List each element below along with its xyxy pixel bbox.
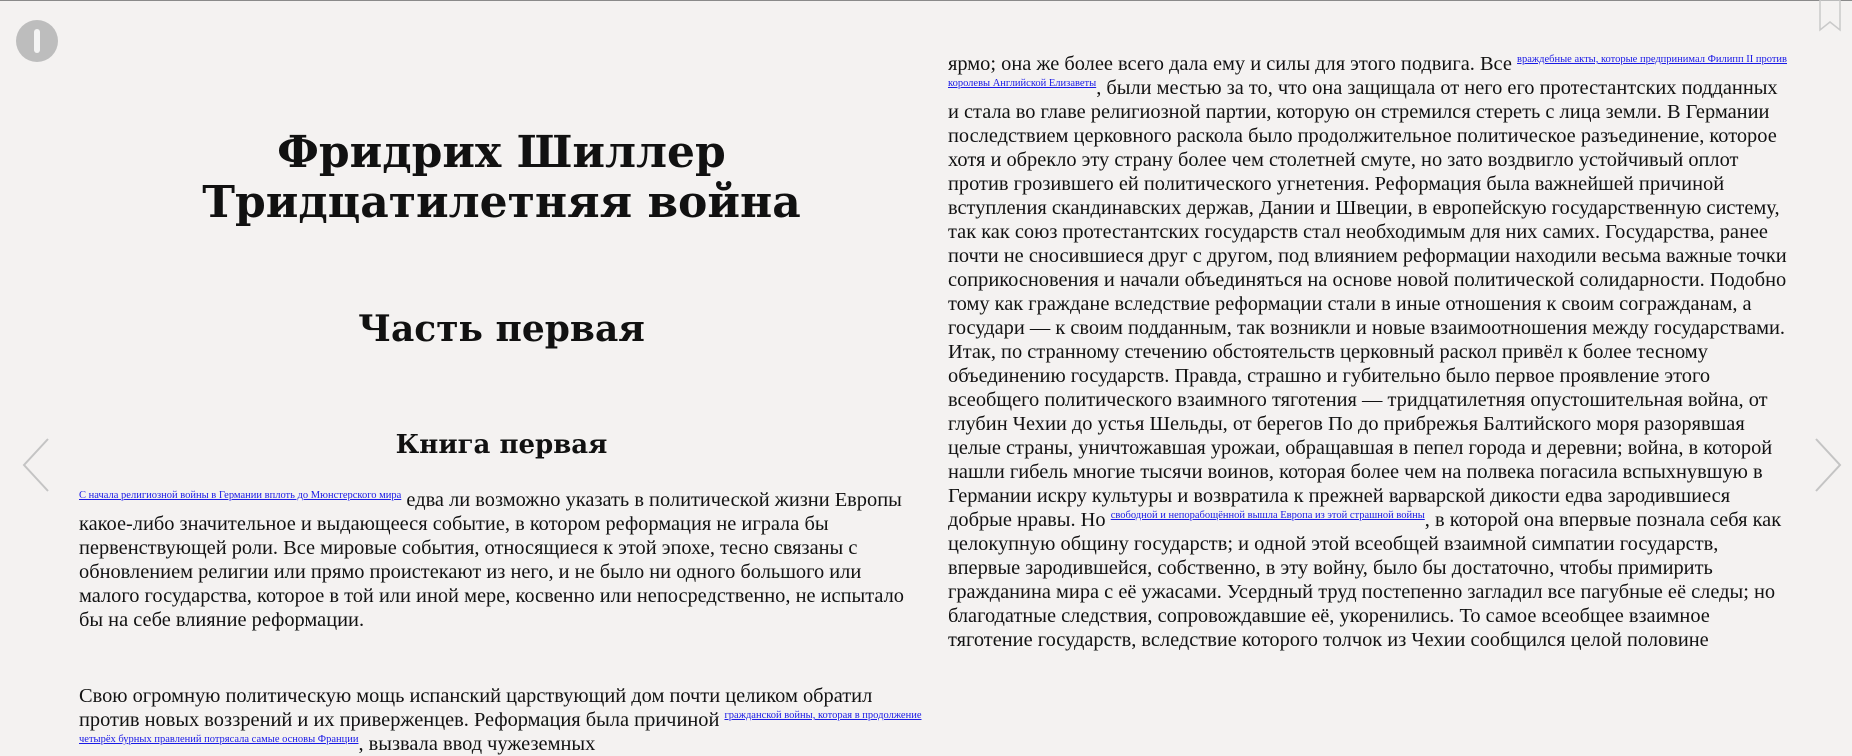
- footnote-link[interactable]: враждебные акты, которые предпринимал Филипп II против королевы Английской Елизаветы: [948, 54, 1787, 90]
- right-page: [948, 0, 1793, 743]
- part-title: Часть первая: [358, 308, 645, 350]
- paragraph-text: едва ли возможно указать в политической жизни Европы какое-либо значительное и выдающееся событие, в котором реформация не играла бы первенствующей роли. Все мировые события, относящиеся к этой эпохе, тесно связаны с обновлением религии или прямо проистекают из него, и не было ни одного большого или малого государства, которое в той или иной мере, косвенно или непосредственно, не испытало бы на себе влияние реформации.: [79, 489, 904, 631]
- left-page: [79, 0, 924, 755]
- menu-button[interactable]: [16, 20, 58, 62]
- paragraph-text: ярмо; она же более всего дала ему и силы для этого подвига. Все: [948, 53, 1512, 75]
- menu-icon: [34, 29, 40, 53]
- paragraph-text: , вызвала ввод чужеземных: [358, 733, 596, 755]
- footnote-link[interactable]: гражданской войны, которая в продолжение четырёх бурных правлений потрясала самые основы Франции: [79, 710, 922, 746]
- footnote-link[interactable]: С начала религиозной войны в Германии вплоть до Мюнстерского мира: [79, 490, 402, 502]
- book-title: [79, 128, 924, 228]
- book-heading: Книга первая: [395, 430, 608, 460]
- paragraph-text: , в которой она впервые познала себя как целокупную общину государств; и одной этой всеобщей взаимной симпатии государств, впервые зародившейся, собственно, в эту войну, было бы достаточно, чтобы примирить гражданина мира с её ужасами. Усердный труд постепенно загладил все пагубные её следы; но благодатные следствия, сопровождавшие её, укоренились. То самое всеобщее взаимное тяготение государств, вследствие которого толчок из Чехии сообщился целой половине: [948, 509, 1782, 651]
- book-name: Тридцатилетняя война: [202, 177, 801, 228]
- paragraph-text: , были местью за то, что она защищала от него его протестантских подданных и стала во главе религиозной партии, которую он стремился стереть с лица земли. В Германии последствием церковного раскола было продолжительное политическое разъединение, которое хотя и обрекло эту страну более чем столетней смуте, но зато воздвигло устойчивый оплот против грозившего ей политического угнетения. Реформация была важнейшей причиной вступления скандинавских держав, Дании и Швеции, в европейскую государственную систему, так как союз протестантских государств стал необходимым для них самих. Государства, ранее почти не сносившиеся друг с другом, под влиянием реформации находили весьма важные точки соприкосновения и начали объединяться на основе новой политической солидарности. Подобно тому как граждане вследствие реформации стали в иные отношения к своим согражданам, а государи — к своим подданным, так возникли и новые взаимоотношения между государствами. Итак, по странному стечению обстоятельств церковный раскол привёл к более тесному объединению государств. Правда, страшно и губительно было первое проявление этого всеобщего политического взаимного тяготения — тридцатилетняя опустошительная война, от глубин Чехии до устья Шельды, от берегов По до прибрежья Балтийского моря разорявшая целые страны, уничтожавшая урожаи, обращавшая в пепел города и деревни; война, в которой нашли гибель многие тысячи воинов, которая более чем на полвека погасила вспыхнувшую в Германии искру культуры и возвратила к прежней варварской дикости едва зародившиеся добрые нравы. Но: [948, 77, 1787, 531]
- chevron-right-icon[interactable]: [1812, 435, 1844, 495]
- paragraph: [79, 684, 924, 756]
- chevron-left-icon[interactable]: [20, 435, 52, 495]
- book-author: Фридрих Шиллер: [277, 127, 726, 178]
- paragraph-text: Свою огромную политическую мощь испанский царствующий дом почти целиком обратил против новых воззрений и их приверженцев. Реформация была причиной: [79, 685, 873, 731]
- paragraph: [948, 52, 1793, 652]
- paragraph: [79, 488, 924, 632]
- bookmark-icon[interactable]: [1816, 0, 1844, 32]
- footnote-link[interactable]: свободной и непорабощённой вышла Европа из этой страшной войны: [1110, 510, 1425, 522]
